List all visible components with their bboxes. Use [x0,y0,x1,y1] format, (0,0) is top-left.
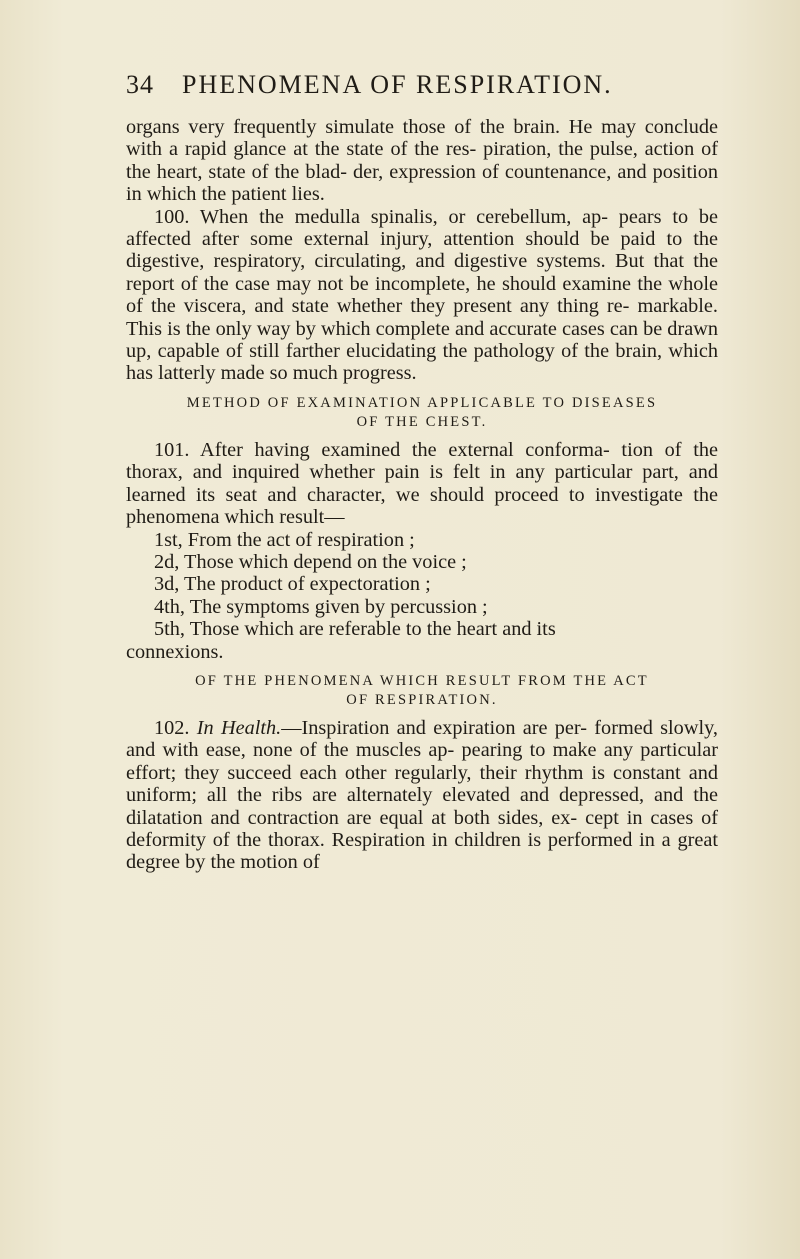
page-number: 34 [126,70,154,99]
section-heading-respiration-line2: OF RESPIRATION. [346,691,498,708]
paragraph-italic-lead: In Health. [196,716,282,739]
list-item: 1st, From the act of respiration ; [154,528,415,551]
running-head [126,70,716,110]
paragraph-101: 101. After having examined the external conforma- tion of the thorax, and inquired whether pain is felt in any particular part, and learned its seat and character, we should proceed to investigate the phenomena which result— [126,438,718,529]
running-title: PHENOMENA OF RESPIRATION. [182,70,613,99]
list-item: 4th, The symptoms given by percussion ; [154,595,488,618]
list-item: 5th, Those which are referable to the heart and its [154,618,556,641]
list-item-continuation: connexions. [126,640,224,663]
list-item: 2d, Those which depend on the voice ; [154,550,467,573]
section-heading-method [126,394,718,432]
list-item: 3d, The product of expectoration ; [154,573,431,596]
section-heading-method-line2: OF THE CHEST. [356,413,488,430]
paragraph-100: 100. When the medulla spinalis, or cerebellum, ap- pears to be affected after some external injury, attention should be paid to the digestive, respiratory, circulating, and digestive systems. But that the report of the case may not be incomplete, he should examine the whole of the viscera, and state whether they present any thing re- markable. This is the only way by which complete and accurate cases can be drawn up, capable of still farther elucidating the pathology of the brain, which has latterly made so much progress. [126,205,718,385]
section-heading-respiration-line1: OF THE PHENOMENA WHICH RESULT FROM THE ACT [195,672,649,689]
paragraph-number: 102. [154,716,190,739]
paragraph-text: —Inspiration and expiration are per- formed slowly, and with ease, none of the muscles ap- pearing to make any particular effort; they succeed each other regularly, their rhythm is constant and uniform; all the ribs are alternately elevated and depressed, and the dilatation and contraction are equal at both sides, ex- cept in cases of deformity of the thorax. Respiration in children is performed in a great degree by the motion of [126,716,718,874]
text-block [126,116,718,874]
section-heading-method-line1: METHOD OF EXAMINATION APPLICABLE TO DISEASES [186,394,658,411]
paragraph-continued: organs very frequently simulate those of the brain. He may conclude with a rapid glance at the state of the res- piration, the pulse, action of the heart, state of the blad- der, expression of countenance, and position in which the patient lies. [126,116,718,206]
phenomena-list [126,529,718,641]
paragraph-102 [126,717,718,874]
section-heading-respiration [126,672,718,710]
